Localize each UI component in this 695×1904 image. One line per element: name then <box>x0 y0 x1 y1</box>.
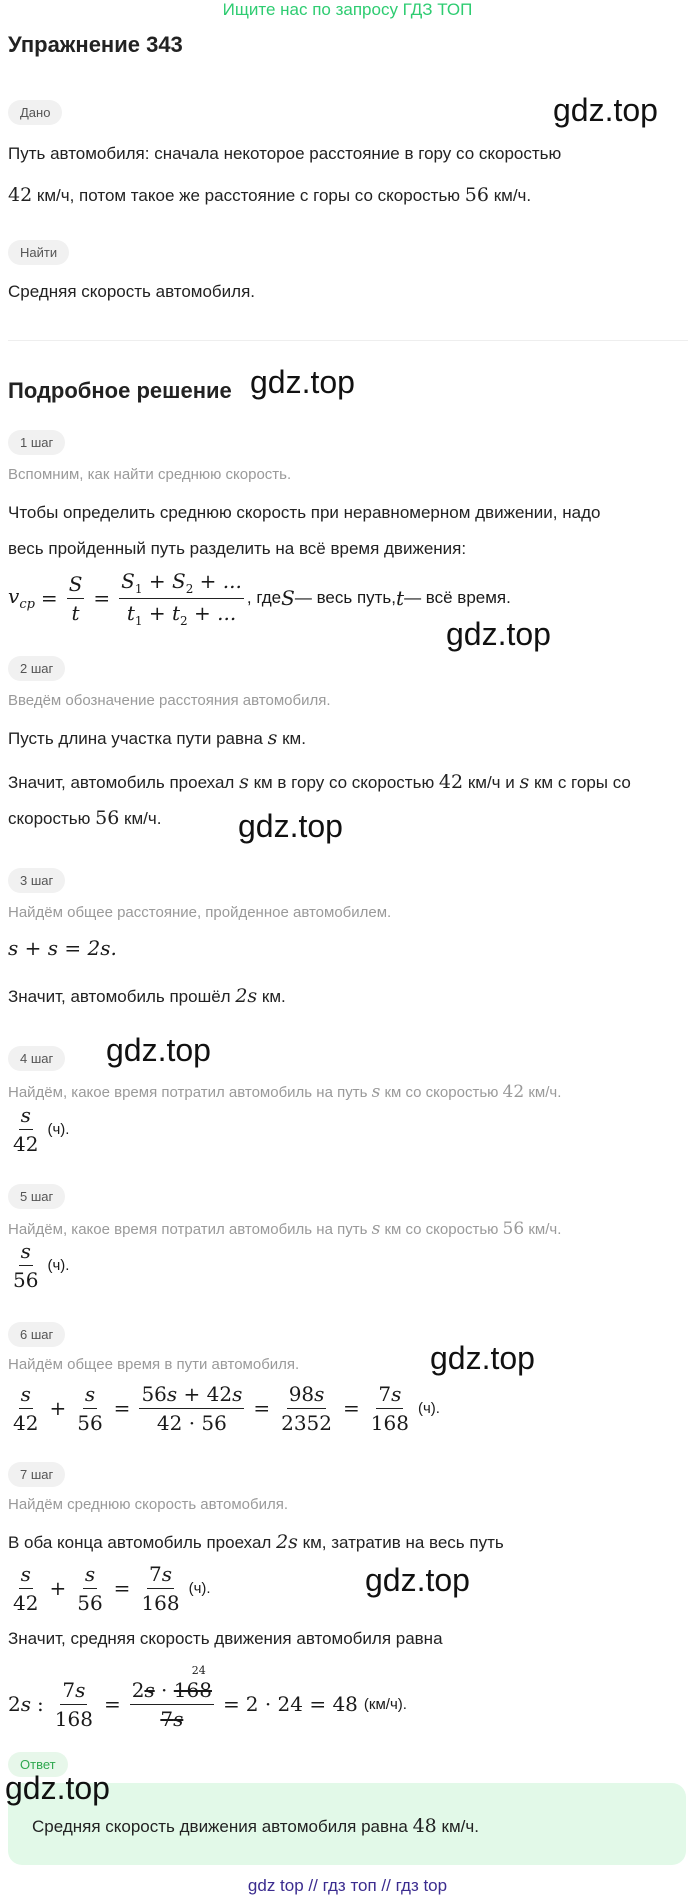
given-speed-2: 56 <box>464 184 489 206</box>
step-2-text-2d: км/ч и <box>463 773 520 792</box>
step-5-speed: 56 <box>502 1219 525 1239</box>
step-2-text-1: Пусть длина участка пути равна s км. <box>8 727 306 749</box>
solution-title: Подробное решение <box>8 378 232 403</box>
given-line-2-text: км/ч, потом такое же расстояние с горы со скоростью <box>32 186 465 205</box>
step-2-badge <box>8 656 65 681</box>
step-7-speed-formula: 2s : $\frac{7s}{168}$ = 2s · 168 24 7s = 2 · 24 = 48 (км/ч). <box>8 1663 407 1731</box>
step-1-formula-tail-2: — весь путь, <box>294 588 397 607</box>
step-4-label: 4 шаг <box>8 1046 65 1071</box>
step-2-label: 2 шаг <box>8 656 65 681</box>
step-3-hint: Найдём общее расстояние, пройденное автомобилем. <box>8 904 392 921</box>
step-2-text-2: Значит, автомобиль проехал s км в гору со скоростью 42 км/ч и s км с горы со <box>8 771 631 793</box>
step-5-hint-b: км со скоростью <box>380 1221 503 1238</box>
step-7-badge <box>8 1462 65 1487</box>
step-4-hint-d: км/ч. <box>524 1084 562 1101</box>
watermark: gdz.top <box>365 1562 470 1598</box>
step-3-formula: s + s = 2s. <box>8 936 117 960</box>
footer-links[interactable]: gdz top // гдз топ // гдз top <box>247 1876 448 1895</box>
given-line-2 <box>8 183 531 208</box>
step-1-text-1: Чтобы определить среднюю скорость при неравномерном движении, надо <box>8 503 601 522</box>
step-2-text-3c: км/ч. <box>119 809 162 828</box>
step-4-hint: Найдём, какое время потратил автомобиль на путь s км со скоростью 42 км/ч. <box>8 1082 562 1102</box>
step-7-text-1c: км, затратив на весь путь <box>297 1533 504 1552</box>
step-6-unit: (ч). <box>417 1399 440 1417</box>
step-1-hint: Вспомним, как найти среднюю скорость. <box>8 466 292 483</box>
answer-text-c: км/ч. <box>436 1817 479 1836</box>
step-3-text-c: км. <box>257 987 286 1006</box>
step-1-text-2: весь пройденный путь разделить на всё время движения: <box>8 539 467 558</box>
step-6-hint: Найдём общее время в пути автомобиля. <box>8 1356 300 1373</box>
step-4-unit: (ч). <box>47 1120 70 1138</box>
step-3-text-a: Значит, автомобиль прошёл <box>8 987 236 1006</box>
find-text: Средняя скорость автомобиля. <box>8 282 255 301</box>
step-4-speed: 42 <box>502 1082 525 1102</box>
step-3-badge <box>8 868 65 893</box>
step-7-unit: (ч). <box>188 1579 211 1597</box>
step-6-badge <box>8 1322 65 1347</box>
answer-text-a: Средняя скорость движения автомобиля равна <box>32 1817 413 1836</box>
watermark: gdz.top <box>250 364 355 400</box>
given-badge <box>8 100 62 125</box>
answer-label: Ответ <box>8 1752 68 1777</box>
step-5-hint-a: Найдём, какое время потратил автомобиль на путь <box>8 1221 372 1238</box>
step-5-unit: (ч). <box>47 1256 70 1274</box>
watermark: gdz.top <box>446 616 551 652</box>
step-3-label: 3 шаг <box>8 868 65 893</box>
answer-value: 48 <box>412 1815 437 1837</box>
step-2-text-3a: скоростью <box>8 809 96 828</box>
step-4-hint-b: км со скоростью <box>380 1084 503 1101</box>
step-2-text-2a: Значит, автомобиль проехал <box>8 773 240 792</box>
step-2-text-2b: км в гору со скоростью <box>248 773 439 792</box>
step-7-label: 7 шаг <box>8 1462 65 1487</box>
step-6-label: 6 шаг <box>8 1322 65 1347</box>
watermark: gdz.top <box>5 1770 110 1806</box>
step-1-formula-tail-1: , где <box>246 588 282 607</box>
step-2-text-2e: км с горы со <box>529 773 631 792</box>
step-3-distance: 2s <box>235 985 258 1007</box>
step-1-formula-tail-3: — всё время. <box>404 588 511 607</box>
given-speed-1: 42 <box>8 184 33 206</box>
step-5-badge <box>8 1184 65 1209</box>
step-4-hint-a: Найдём, какое время потратил автомобиль на путь <box>8 1084 372 1101</box>
given-line-1: Путь автомобиля: сначала некоторое расстояние в гору со скоростью <box>8 144 562 163</box>
step-7-text-2: Значит, средняя скорость движения автомобиля равна <box>8 1629 443 1648</box>
step-2-speed-1: 42 <box>438 771 464 793</box>
step-5-hint: Найдём, какое время потратил автомобиль на путь s км со скоростью 56 км/ч. <box>8 1219 562 1239</box>
top-banner: Ищите нас по запросу ГДЗ ТОП <box>222 0 473 19</box>
step-7-text-1a: В оба конца автомобиль проехал <box>8 1533 277 1552</box>
step-7-final-unit: (км/ч). <box>363 1695 407 1713</box>
step-7-time-formula: $\frac{s}{42}$ + $\frac{s}{56}$ = $\frac{7s}{168}$ (ч). <box>13 1561 211 1615</box>
page-title: Упражнение 343 <box>8 32 183 57</box>
watermark: gdz.top <box>553 92 658 128</box>
step-1-formula: $v_{cp}$ = $\frac{S}{t}$ = $\frac{S_1 + S_2 + ...}{t_1 + t_2 + ...}$ , где S — весь путь, t — всё время. <box>8 568 511 628</box>
step-7-text-1 <box>8 1530 504 1555</box>
answer-text <box>32 1814 479 1839</box>
step-7-distance: 2s <box>276 1531 298 1553</box>
step-1-badge <box>8 430 65 455</box>
watermark: gdz.top <box>430 1340 535 1376</box>
watermark: gdz.top <box>238 808 343 844</box>
step-2-hint: Введём обозначение расстояния автомобиля. <box>8 692 331 709</box>
step-2-speed-2: 56 <box>95 807 120 829</box>
find-label: Найти <box>8 240 69 265</box>
step-7-hint: Найдём среднюю скорость автомобиля. <box>8 1496 288 1513</box>
step-1-label: 1 шаг <box>8 430 65 455</box>
step-5-hint-d: км/ч. <box>524 1221 562 1238</box>
step-2-text-1b: км. <box>277 729 306 748</box>
step-2-text-1a: Пусть длина участка пути равна <box>8 729 268 748</box>
step-3-text <box>8 984 286 1009</box>
step-4-formula: $\frac{s}{42}$ (ч). <box>13 1102 70 1156</box>
section-divider <box>8 340 688 341</box>
given-label: Дано <box>8 100 62 125</box>
find-badge <box>8 240 69 265</box>
step-5-formula: $\frac{s}{56}$ (ч). <box>13 1238 70 1292</box>
given-line-2-unit: км/ч. <box>488 186 532 205</box>
watermark: gdz.top <box>106 1032 211 1068</box>
step-2-text-3 <box>8 806 161 831</box>
step-4-badge <box>8 1046 65 1071</box>
step-5-label: 5 шаг <box>8 1184 65 1209</box>
step-6-formula: $\frac{s}{42}$ + $\frac{s}{56}$ = $\frac{56s + 42s}{42 \cdot 56}$ = $\frac{98s}{2352}$ = $\frac{7s}{168}$ (ч). <box>13 1381 440 1435</box>
